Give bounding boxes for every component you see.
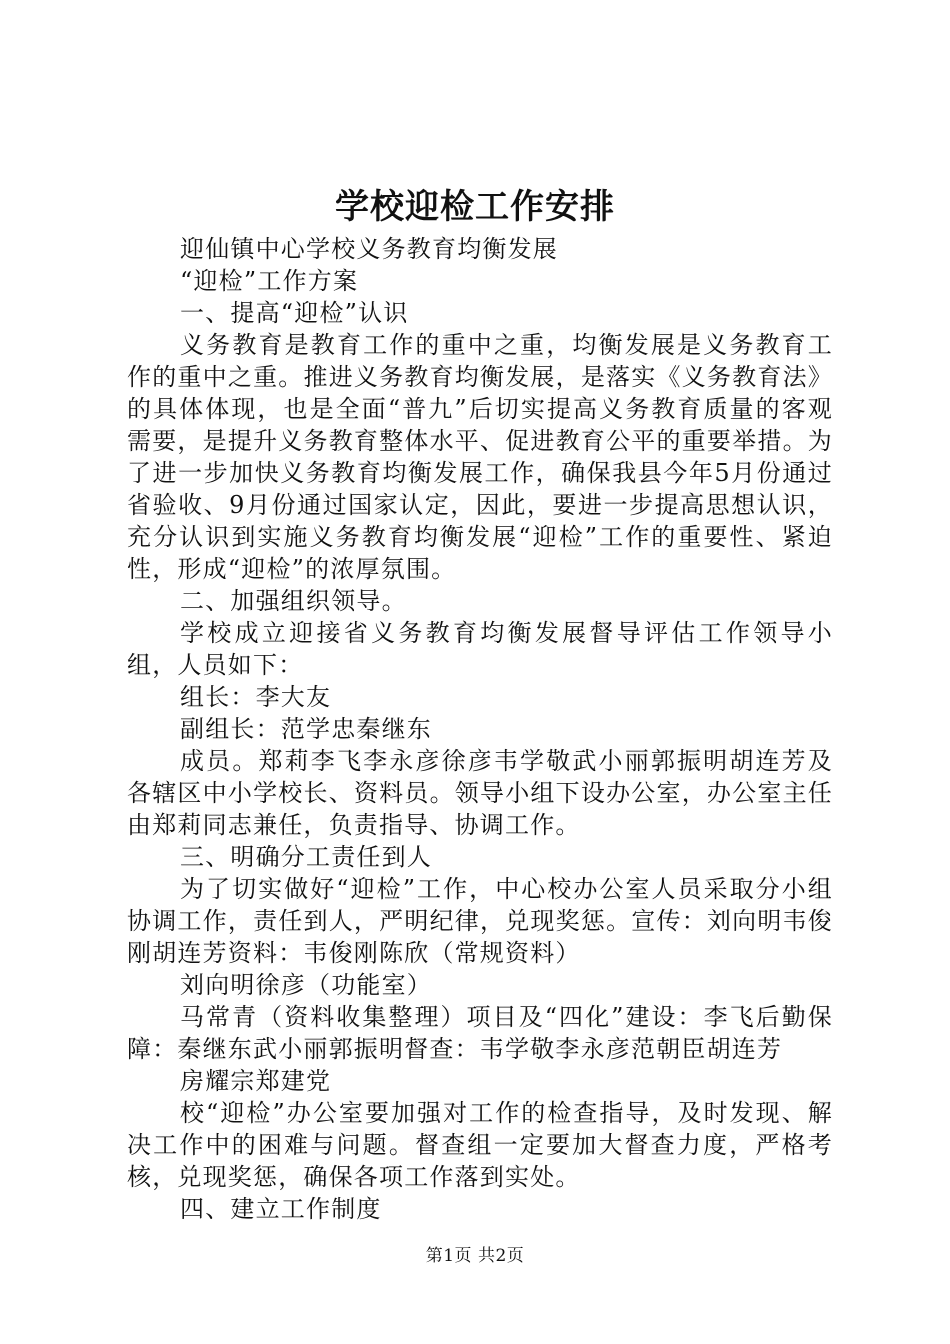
paragraph-leadership-group: 学校成立迎接省义务教育均衡发展督导评估工作领导小组，人员如下： bbox=[127, 619, 833, 679]
paragraph-deputy-leader: 副组长：范学忠秦继东 bbox=[180, 715, 432, 743]
section-heading-2: 二、加强组织领导。 bbox=[180, 587, 407, 615]
paragraph-assignments: 马常青（资料收集整理）项目及“四化”建设：李飞后勤保障：秦继东武小丽郭振明督查：韦学敬李永彦范朝臣胡连芳 bbox=[127, 1003, 833, 1063]
document-title: 学校迎检工作安排 bbox=[335, 187, 615, 227]
document-body bbox=[127, 233, 833, 1225]
section-heading-4: 四、建立工作制度 bbox=[180, 1195, 382, 1223]
paragraph-importance: 义务教育是教育工作的重中之重，均衡发展是义务教育工作的重中之重。推进义务教育均衡发展，是落实《义务教育法》的具体体现，也是全面“普九”后切实提高义务教育质量的客观需要，是提升义务教育整体水平、促进教育公平的重要举措。为了进一步加快义务教育均衡发展工作，确保我县今年5月份通过省验收、9月份通过国家认定，因此，要进一步提高思想认识，充分认识到实施义务教育均衡发展“迎检”工作的重要性、紧迫性，形成“迎检”的浓厚氛围。 bbox=[127, 331, 833, 583]
paragraph-office-duties: 校“迎检”办公室要加强对工作的检查指导，及时发现、解决工作中的困难与问题。督查组一定要加大督查力度，严格考核，兑现奖惩，确保各项工作落到实处。 bbox=[127, 1099, 833, 1191]
paragraph-school-name: 迎仙镇中心学校义务教育均衡发展 bbox=[180, 235, 558, 263]
paragraph-plan-name: “迎检”工作方案 bbox=[180, 267, 359, 295]
paragraph-division-of-labor: 为了切实做好“迎检”工作，中心校办公室人员采取分小组协调工作，责任到人，严明纪律，兑现奖惩。宣传：刘向明韦俊刚胡连芳资料：韦俊刚陈欣（常规资料） bbox=[127, 875, 833, 967]
section-heading-3: 三、明确分工责任到人 bbox=[180, 843, 432, 871]
paragraph-names: 房耀宗郑建党 bbox=[180, 1067, 332, 1095]
page-indicator: 第1页 共2页 bbox=[425, 1246, 525, 1266]
paragraph-group-leader: 组长：李大友 bbox=[180, 683, 332, 711]
paragraph-function-room: 刘向明徐彦（功能室） bbox=[180, 971, 432, 999]
paragraph-members: 成员。郑莉李飞李永彦徐彦韦学敬武小丽郭振明胡连芳及各辖区中小学校长、资料员。领导小组下设办公室，办公室主任由郑莉同志兼任，负责指导、协调工作。 bbox=[127, 747, 833, 839]
section-heading-1: 一、提高“迎检”认识 bbox=[180, 299, 409, 327]
